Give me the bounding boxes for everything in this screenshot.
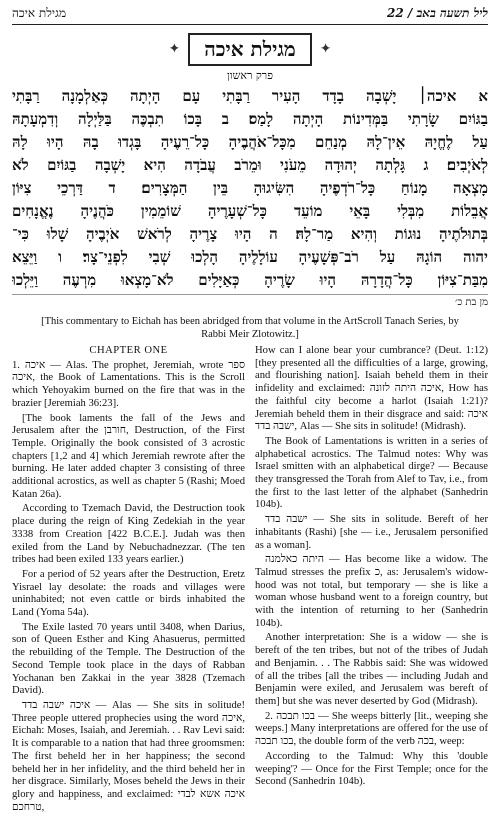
running-header-right: 22 / ליל תשעה באב xyxy=(387,6,488,20)
commentary-paragraph: The Book of Lamentations is written in a series of alphabetical acrostics. The Talmud notes: Why was Israel smitten with an alphabetical dirge? — Because they transgressed the Torah from Alef to Tav, i.e., from the first to the last letter of the alphabet (Sanhedrin 104b). xyxy=(255,435,488,511)
hebrew-text-block xyxy=(12,85,488,292)
commentary-left-column xyxy=(12,345,245,816)
commentary-paragraph: היתה כאלמנה — Has become like a widow. The Talmud stresses the prefix כ, as: Jerusalem's widow-hood was not total, but temporary — she is like a woman whose husband went to a foreign country, but with the intention of returning to her (Sanhedrin 104b). xyxy=(255,554,488,629)
commentary-paragraph: 1. איכה — Alas. The prophet, Jeremiah, wrote ספר איכה, the Book of Lamentations. This is the Scroll which Yehoyakim burned on the fire that was in the brazier [Jeremiah 36:23]. xyxy=(12,359,245,409)
hebrew-line: בְּתוּלֹתֶיהָ נוּגוֹת וְהִיא מַר־לָהּ׃ ה הָיוּ צָרֶיהָ לְרֹאשׁ אֹיְבֶיהָ שָׁלוּ כִּי־ xyxy=(12,225,488,243)
editor-note: [This commentary to Eichah has been abridged from that volume in the ArtScroll Tanach Series, by Rabbi Meir Zlotowitz.] xyxy=(41,316,459,340)
hebrew-line: אֲבֵלוֹת מִבְּלִי בָּאֵי מוֹעֵד כָּל־שְׁעָרֶיהָ שׁוֹמֵמִין כֹּהֲנֶיהָ נֶאֱנָחִים xyxy=(12,202,488,220)
commentary-paragraph: ישבה בדד — She sits in solitude. Bereft of her inhabitants (Rashi) [she — i.e., Jerusalem personified as a woman]. xyxy=(255,514,488,551)
commentary-paragraph: For a period of 52 years after the Destruction, Eretz Yisrael lay desolate: the roads and villages were uninhabited; not even cattle or birds inhabited the Land (Yoma 54a). xyxy=(12,568,245,619)
title-block xyxy=(12,33,488,66)
source-note: מן בת כ׳ xyxy=(12,294,488,308)
running-header-left: מגילת איכה xyxy=(12,6,67,20)
commentary-columns xyxy=(12,345,488,816)
hebrew-line: בַגּוֹיִם שָׂרָתִי בַּמְּדִינוֹת הָיְתָה לָמַס׃ ב בָּכוֹ תִבְכֶּה בַּלַּיְלָה וְדִמְעָתָהּ xyxy=(12,110,488,128)
commentary-paragraph: How can I alone bear your cumbrance? (Deut. 1:12) [they presented all the difficulties of a large, growing, and flourishing nation]. Isaiah beheld them in their infidelity and exclaimed: איכה היתה לזונה, How has the faithful city become a harlot (Isaiah 1:21)? Jeremiah beheld them in their disgrace and said: איכה ישבה בדד, Alas — She sits in solitude! (Midrash). xyxy=(255,345,488,433)
running-header xyxy=(12,6,488,25)
chapter-heading-hebrew: פרק ראשון xyxy=(227,69,273,82)
commentary-paragraph: The Exile lasted 70 years until 3408, when Darius, son of Queen Esther and King Ahasuerus, permitted the rebuilding of the Temple. The Destruction of the Second Temple took place in the days of Rabban Yochanan ben Zakkai in the year 3828 (Tzemach David). xyxy=(12,621,245,697)
ornament-right-icon: ✦ xyxy=(319,42,332,57)
commentary-paragraph: According to Tzemach David, the Destruction took place during the reign of King Zedekiah in the year 3338 from Creation [422 B.C.E.]. Judah was then exiled from the Land by Nebuchadnezzar. (The ten tribes had been exiled 133 years earlier.) xyxy=(12,503,245,566)
hebrew-line: עַל לֶחֱיָהּ אֵין־לָהּ מְנַחֵם מִכָּל־אֹהֲבֶיהָ כָּל־רֵעֶיהָ בָּגְדוּ בָהּ הָיוּ לָהּ xyxy=(12,133,488,151)
commentary-paragraph: 2. בכו תבכה — She weeps bitterly [lit., weeping she weeps.] Many interpretations are offered for the use of בכו תבכה, the double form of the verb בכה, weep: xyxy=(255,710,488,748)
ornament-left-icon: ✦ xyxy=(168,42,181,57)
commentary-paragraph: [The book laments the fall of the Jews and Jerusalem after the חורבן, Destruction, of the First Temple. Originally the book consisted of 3 acrostic chapters [1,2 and 4] which Jeremiah rewrote after the burning. He later added chapter 3 consisting of three additional acrostics, as well as chapter 5 (Rashi; Moed Katan 26a). xyxy=(12,412,245,500)
commentary-right-column xyxy=(255,345,488,816)
commentary-paragraph: According to the Talmud: Why this 'double weeping'? — Once for the First Temple; once for the Second (Sanhedrin 104b). xyxy=(255,750,488,788)
hebrew-line: מִבַּת־צִיּוֹן כָּל־הֲדָרָהּ הָיוּ שָׂרֶיהָ כְּאַיָּלִים לֹא־מָצְאוּ מִרְעֶה וַיֵּלְכוּ xyxy=(12,271,488,289)
commentary-paragraph: איכה ישבה בדד — Alas — She sits in solitude! Three people uttered prophecies using the word איכה, Eichah: Moses, Isaiah, and Jeremiah. . . Rav Levi said: It is comparable to a nation that had three groomsmen: The first beheld her in her happiness; the second beheld her in her infidelity, and the third beheld her in her disgrace. Similarly, Moses beheld the Jews in their glory and happiness, and exclaimed: איכה אשא לבדי טרחכם, xyxy=(12,699,245,813)
hebrew-line: לְאֹיְבִים׃ ג גָּלְתָה יְהוּדָה מֵעֹנִי וּמֵרֹב עֲבֹדָה הִיא יָשְׁבָה בַגּוֹיִם לֹא xyxy=(12,156,488,174)
book-title: מגילת איכה xyxy=(188,33,312,66)
hebrew-line: מָצְאָה מָנוֹחַ כָּל־רֹדְפֶיהָ הִשִּׂיגוּהָ בֵּין הַמְּצָרִים׃ ד דַּרְכֵי צִיּוֹן xyxy=(12,179,488,197)
commentary-paragraph: Another interpretation: She is a widow — she is bereft of the ten tribes, but not of the tribes of Judah and Benjamin. . . The Rabbis said: She was widowed of all the tribes [all the tribes — including Judah and Benjamin were exiled, and Jerusalem was bereft of them] but she was never deserted by God (Midrash). xyxy=(255,632,488,707)
chapter-heading: CHAPTER ONE xyxy=(89,345,168,356)
hebrew-line: יהוה הוֹגָהּ עַל רֹב־פְּשָׁעֶיהָ עוֹלָלֶיהָ הָלְכוּ שְׁבִי לִפְנֵי־צָר׃ ו וַיֵּצֵא xyxy=(12,248,488,266)
hebrew-line: א איכה׀ יָשְׁבָה בָדָד הָעִיר רַבָּתִי עָם הָיְתָה כְּאַלְמָנָה רַבָּתִי xyxy=(12,87,488,105)
